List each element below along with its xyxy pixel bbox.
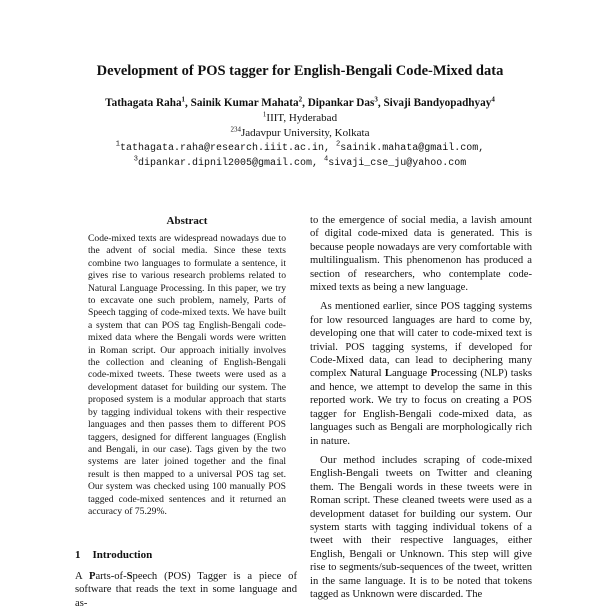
section-heading-introduction	[75, 549, 152, 561]
paragraph: As mentioned earlier, since POS tagging systems for low resourced languages are hard to come by, developing one that will cater to code-mixed text is trivial. POS tagging systems, if developed for Code-Mixed data, can lead to deciphering many complex Natural Language Processing (NLP) tasks and hence, we attempt to develop the same in this reported work. We try to focus on creating a POS tagger for English-Bengali code-mixed data, as languages such as Bengali are morphologically rich in nature.	[310, 301, 532, 447]
author-sup: 3	[374, 95, 378, 104]
affiliation-2: $^{234}$Jadavpur University, Kolkata	[230, 125, 370, 139]
paragraph: to the emergence of social media, a lavish amount of digital code-mixed data is generated. This is because people nowadays are very comfortable with multilingualism. This phenomenon has produced a section of researchers, who contemplate code-mixed texts as being a new language.	[310, 215, 532, 294]
email-link[interactable]: sivaji_cse_ju@yahoo.com	[328, 158, 467, 169]
author-sup: 1	[181, 95, 186, 104]
email-link[interactable]: tathagata.raha@research.iiit.ac.in,	[119, 143, 330, 154]
email-link[interactable]: dipankar.dipnil2005@gmail.com,	[137, 158, 318, 169]
email-line-2: $^3$dipankar.dipnil2005@gmail.com, $^4$sivaji_cse_ju@yahoo.com	[133, 155, 467, 169]
affiliation-1: $^1$IIIT, Hyderabad	[262, 110, 338, 124]
author-name: Sainik Kumar Mahata	[190, 97, 299, 109]
introduction-text: A Parts-of-Speech (POS) Tagger is a piece of software that reads the text in some language and as-	[75, 571, 297, 609]
author-sup: 4	[491, 95, 495, 104]
author-name: Tathagata Raha	[105, 97, 182, 109]
abstract-text: Code-mixed texts are widespread nowadays due to the advent of social media. Since these texts combine two languages to formulate a sentence, it gives rise to various research problems related to Natural Language Processing. In this paper, we try to excavate one such problem, namely, Parts of Speech tagging of code-mixed texts. We have built a system that can POS tag English-Bengali code-mixed data where the Bengali words were written in Roman script. Our approach initially involves the collection and cleaning of English-Bengali code-mixed tweets. These tweets were used as a development dataset for building our system. The proposed system is a modular approach that starts by tagging individual tokens with their respective languages and then passes them to different POS taggers, designed for different languages (English and Bengali, in our case). Tags given by the two systems are later joined together and the final result is then mapped to a universal POS tag set. Our system was checked using 100 manually POS tagged code-mixed sentences and it returned an accuracy of 75.29%.	[88, 233, 286, 517]
author-name: Sivaji Bandyopadhyay	[383, 97, 492, 109]
email-line-1: $^1$tathagata.raha@research.iiit.ac.in, $^2$sainik.mahata@gmail.com,	[115, 140, 485, 154]
right-column	[310, 214, 532, 607]
abstract-heading: Abstract	[166, 215, 208, 227]
section-title: Introduction	[92, 549, 153, 561]
email-link[interactable]: sainik.mahata@gmail.com,	[340, 143, 485, 154]
section-number: 1	[75, 549, 81, 561]
author-name: Dipankar Das	[307, 97, 375, 109]
paragraph: Our method includes scraping of code-mixed English-Bengali tweets on Twitter and cleaning them. The Bengali words in these tweets were in Roman script. These cleaned tweets were used as a development dataset for building our system. Our system starts with tagging individual tokens of a tweet with their respective languages, either English, Bengali or Unknown. This step will give rise to segments/sub-sequences of the tweet, written in the same language. It is to be noted that tokens tagged as Unknown were discarded. The	[310, 454, 532, 600]
author-list: Tathagata Raha$^1$, Sainik Kumar Mahata$^2$, Dipankar Das$^3$, Sivaji Bandyopadhyay$^4$	[105, 95, 495, 109]
paper-title: Development of POS tagger for English-Bengali Code-Mixed data	[96, 63, 504, 79]
author-sup: 2	[298, 95, 303, 104]
